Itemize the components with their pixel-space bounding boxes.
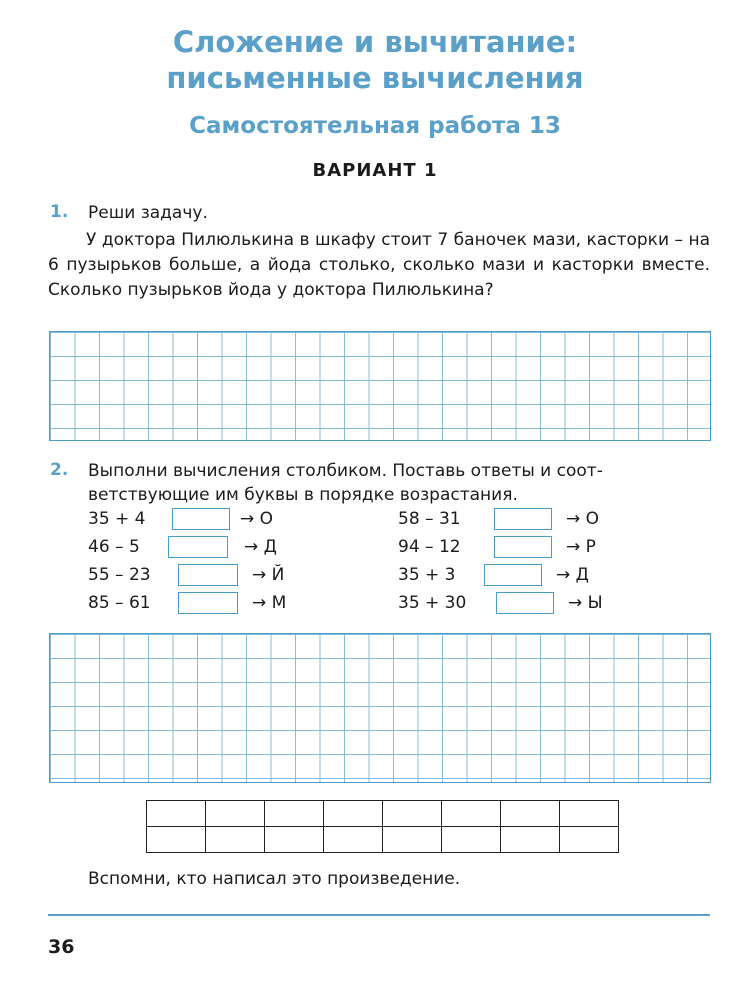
task2-instruction-line1: Выполни вычисления столбиком. Поставь ответы и соот- [88, 461, 603, 481]
answer-letter: → О [240, 509, 274, 529]
letter-cell[interactable] [501, 827, 560, 853]
task1-work-grid[interactable] [49, 331, 711, 441]
equation-expression: 55 – 23 [88, 565, 151, 585]
equation-expression: 94 – 12 [398, 537, 461, 557]
letter-cell[interactable] [206, 827, 265, 853]
answer-box[interactable] [484, 564, 542, 586]
answer-box[interactable] [494, 536, 552, 558]
letter-cell[interactable] [147, 827, 206, 853]
answer-cell[interactable] [147, 801, 206, 827]
work-subtitle: Самостоятельная работа 13 [189, 113, 561, 139]
answer-cell[interactable] [560, 801, 619, 827]
answer-cell[interactable] [383, 801, 442, 827]
letter-cell[interactable] [324, 827, 383, 853]
variant-heading: ВАРИАНТ 1 [312, 160, 438, 181]
equation-expression: 35 + 3 [398, 565, 456, 585]
answer-box[interactable] [496, 592, 554, 614]
answer-cell[interactable] [442, 801, 501, 827]
answer-letter: → Д [556, 565, 589, 585]
answer-cell[interactable] [324, 801, 383, 827]
answer-letter: → М [252, 593, 287, 613]
answer-letter: → Й [252, 565, 285, 585]
equation-expression: 58 – 31 [398, 509, 461, 529]
task2-remember-text: Вспомни, кто написал это произведение. [88, 869, 461, 889]
letter-cell[interactable] [383, 827, 442, 853]
answer-box[interactable] [178, 564, 238, 586]
page-title-line1: Сложение и вычитание: [172, 25, 578, 59]
answer-box[interactable] [178, 592, 238, 614]
equation-expression: 35 + 4 [88, 509, 146, 529]
answer-cell[interactable] [206, 801, 265, 827]
task1-problem-text: У доктора Пилюлькина в шкафу стоит 7 баночек мази, касторки – на 6 пузырьков больше, а йода столько, сколько мази и касторки вместе. Сколько пузырьков йода у доктора Пилюлькина? [48, 230, 710, 300]
equation-expression: 85 – 61 [88, 593, 151, 613]
task1-instruction: Реши задачу. [88, 203, 208, 223]
answer-box[interactable] [172, 508, 230, 530]
answer-letters-table [146, 800, 619, 853]
answer-box[interactable] [168, 536, 228, 558]
task1-number: 1. [50, 202, 69, 222]
answer-letter: → Д [244, 537, 277, 557]
answer-letter: → Р [566, 537, 596, 557]
equation-expression: 35 + 30 [398, 593, 467, 613]
equation-expression: 46 – 5 [88, 537, 140, 557]
letter-cell[interactable] [265, 827, 324, 853]
answer-letter: → Ы [568, 593, 603, 613]
letter-cell[interactable] [560, 827, 619, 853]
footer-divider [48, 914, 710, 916]
letter-cell[interactable] [442, 827, 501, 853]
answer-box[interactable] [494, 508, 552, 530]
answer-cell[interactable] [265, 801, 324, 827]
task2-work-grid[interactable] [49, 633, 711, 783]
page-number: 36 [48, 936, 75, 958]
answer-letter: → О [566, 509, 600, 529]
task2-number: 2. [50, 460, 69, 480]
task2-instruction-line2: ветствующие им буквы в порядке возрастания. [88, 485, 518, 505]
page-title-line2: письменные вычисления [166, 61, 584, 95]
answer-cell[interactable] [501, 801, 560, 827]
